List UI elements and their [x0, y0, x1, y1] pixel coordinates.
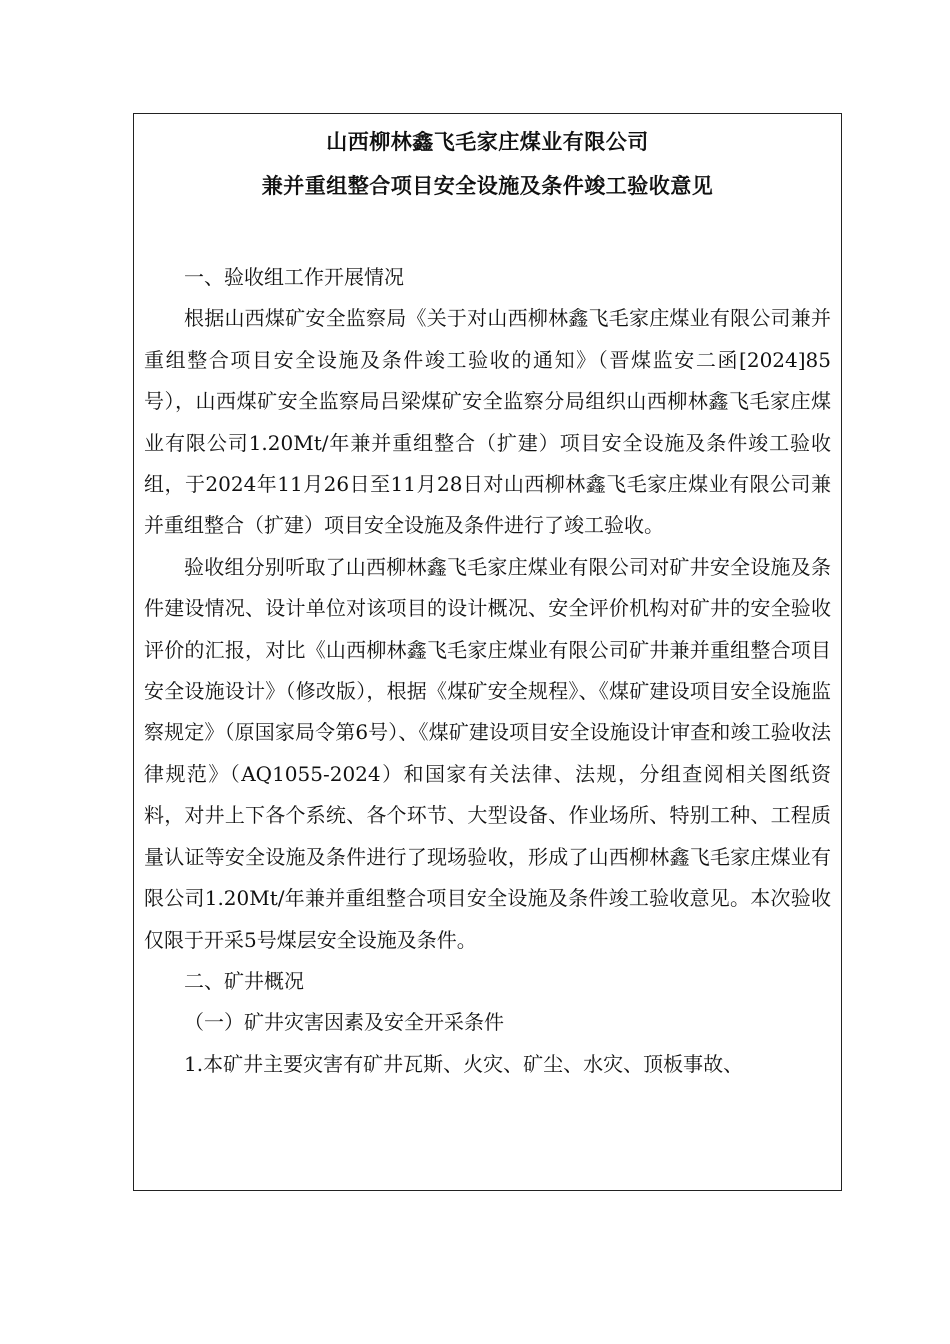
paragraph-notice: 根据山西煤矿安全监察局《关于对山西柳林鑫飞毛家庄煤业有限公司兼并重组整合项目安全设施及条件竣工验收的通知》（晋煤监安二函[2024]85号），山西煤矿安全监察局吕梁煤矿安全监察分局组织山西柳林鑫飞毛家庄煤业有限公司1.20Mt/年兼并重组整合（扩建）项目安全设施及条件竣工验收组，于2024年11月26日至11月28日对山西柳林鑫飞毛家庄煤业有限公司兼并重组整合（扩建）项目安全设施及条件进行了竣工验收。: [144, 306, 831, 538]
section-heading-2: 二、矿井概况: [184, 968, 304, 993]
document-title-subject: 兼并重组整合项目安全设施及条件竣工验收意见: [261, 174, 714, 198]
document-title-company: 山西柳林鑫飞毛家庄煤业有限公司: [326, 130, 649, 154]
section-heading-1: 一、验收组工作开展情况: [184, 265, 404, 289]
paragraph-inspection: 验收组分别听取了山西柳林鑫飞毛家庄煤业有限公司对矿井安全设施及条件建设情况、设计单位对该项目的设计概况、安全评价机构对矿井的安全验收评价的汇报，对比《山西柳林鑫飞毛家庄煤业有限公司矿井兼并重组整合项目安全设施设计》（修改版），根据《煤矿安全规程》、《煤矿建设项目安全设施监察规定》（原国家局令第6号）、《煤矿建设项目安全设施设计审查和竣工验收法律规范》（AQ1055-2024）和国家有关法律、法规，分组查阅相关图纸资料，对井上下各个系统、各个环节、大型设备、作业场所、特别工种、工程质量认证等安全设施及条件进行了现场验收，形成了山西柳林鑫飞毛家庄煤业有限公司1.20Mt/年兼并重组整合项目安全设施及条件竣工验收意见。本次验收仅限于开采5号煤层安全设施及条件。: [144, 554, 831, 952]
subsection-heading-1: （一）矿井灾害因素及安全开采条件: [184, 1010, 504, 1035]
document-body: [144, 257, 831, 1085]
list-item-1: 1.本矿井主要灾害有矿井瓦斯、火灾、矿尘、水灾、顶板事故、: [184, 1051, 744, 1076]
document-frame: [133, 113, 842, 1191]
